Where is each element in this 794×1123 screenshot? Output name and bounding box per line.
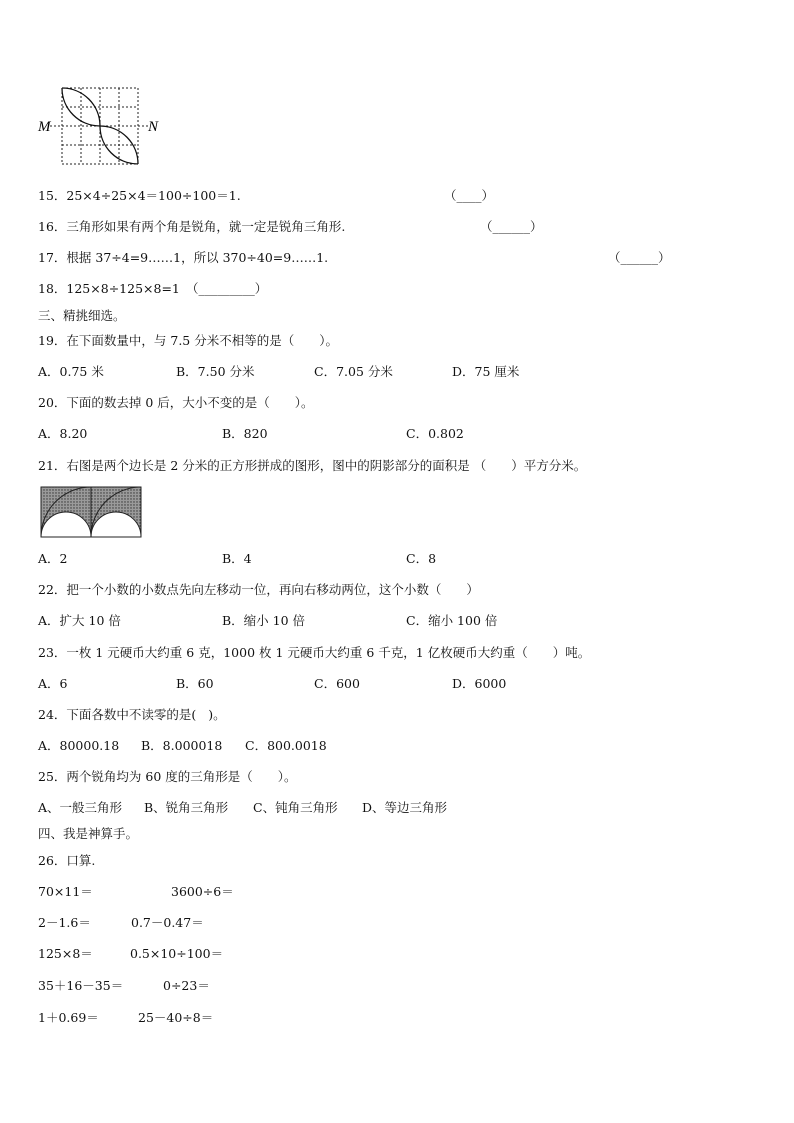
q22-option-a[interactable]: A．扩大 10 倍	[38, 613, 121, 628]
q19-option-b[interactable]: B．7.50 分米	[176, 364, 255, 379]
q15-text: 15．25×4÷25×4＝100÷100＝1.	[38, 188, 241, 203]
shaded-squares-figure	[40, 486, 146, 538]
label-m: M	[38, 119, 51, 135]
q17-text: 17．根据 37÷4=9……1，所以 370÷40=9……1.	[38, 250, 329, 265]
q19-option-a[interactable]: A．0.75 米	[38, 364, 104, 379]
q21-text: 21．右图是两个边长是 2 分米的正方形拼成的图形，图中的阴影部分的面积是 （ ）平方分米。	[38, 458, 587, 473]
q17-blank[interactable]: （______）	[608, 250, 671, 265]
label-n: N	[148, 119, 159, 135]
q24-option-a[interactable]: A．80000.18	[38, 738, 120, 753]
q16-text: 16．三角形如果有两个角是锐角，就一定是锐角三角形.	[38, 219, 346, 234]
q25-text: 25．两个锐角均为 60 度的三角形是（ ）。	[38, 769, 297, 784]
q16-blank[interactable]: （______）	[480, 219, 543, 234]
q26-item: 3600÷6＝	[171, 884, 234, 899]
q24-option-c[interactable]: C．800.0018	[245, 738, 327, 753]
q19-option-d[interactable]: D．75 厘米	[452, 364, 520, 379]
q24-option-b[interactable]: B．8.000018	[141, 738, 223, 753]
q26-item: 0.7－0.47＝	[131, 915, 204, 930]
q15-blank[interactable]: （____）	[444, 188, 495, 203]
section-3-heading: 三、精挑细选。	[38, 308, 126, 323]
q18-text: 18．125×8÷125×8=1	[38, 281, 180, 296]
q20-text: 20．下面的数去掉 0 后，大小不变的是（ ）。	[38, 395, 314, 410]
q23-text: 23．一枚 1 元硬币大约重 6 克，1000 枚 1 元硬币大约重 6 千克，1 亿枚硬币大约重（ ）吨。	[38, 645, 591, 660]
q26-item: 70×11＝	[38, 884, 93, 899]
q25-option-c[interactable]: C、钝角三角形	[253, 800, 338, 815]
q25-option-a[interactable]: A、一般三角形	[38, 800, 123, 815]
q23-option-d[interactable]: D．6000	[452, 676, 507, 691]
q22-option-c[interactable]: C．缩小 100 倍	[406, 613, 498, 628]
grid-arc-figure	[36, 84, 170, 168]
q19-text: 19．在下面数量中，与 7.5 分米不相等的是（ ）。	[38, 333, 338, 348]
q20-option-b[interactable]: B．820	[222, 426, 268, 441]
q26-item: 125×8＝	[38, 946, 93, 961]
q22-text: 22．把一个小数的小数点先向左移动一位，再向右移动两位，这个小数（ ）	[38, 582, 479, 597]
q21-option-b[interactable]: B．4	[222, 551, 252, 566]
q23-option-c[interactable]: C．600	[314, 676, 360, 691]
section-4-heading: 四、我是神算手。	[38, 826, 139, 841]
q19-option-c[interactable]: C．7.05 分米	[314, 364, 393, 379]
q25-option-d[interactable]: D、等边三角形	[362, 800, 448, 815]
q18-blank[interactable]: （_________）	[186, 281, 268, 296]
q23-option-b[interactable]: B．60	[176, 676, 214, 691]
q21-option-c[interactable]: C．8	[406, 551, 437, 566]
q24-text: 24．下面各数中不读零的是( )。	[38, 707, 226, 722]
q22-option-b[interactable]: B．缩小 10 倍	[222, 613, 306, 628]
q26-item: 2－1.6＝	[38, 915, 91, 930]
q26-item: 0÷23＝	[163, 978, 210, 993]
q26-title: 26．口算.	[38, 853, 96, 868]
q25-option-b[interactable]: B、锐角三角形	[144, 800, 229, 815]
q26-item: 1＋0.69＝	[38, 1010, 99, 1025]
q23-option-a[interactable]: A．6	[38, 676, 68, 691]
q21-option-a[interactable]: A．2	[38, 551, 68, 566]
q26-item: 0.5×10÷100＝	[130, 946, 224, 961]
q20-option-a[interactable]: A．8.20	[38, 426, 88, 441]
q20-option-c[interactable]: C．0.802	[406, 426, 464, 441]
q26-item: 35＋16－35＝	[38, 978, 124, 993]
q26-item: 25－40÷8＝	[138, 1010, 214, 1025]
